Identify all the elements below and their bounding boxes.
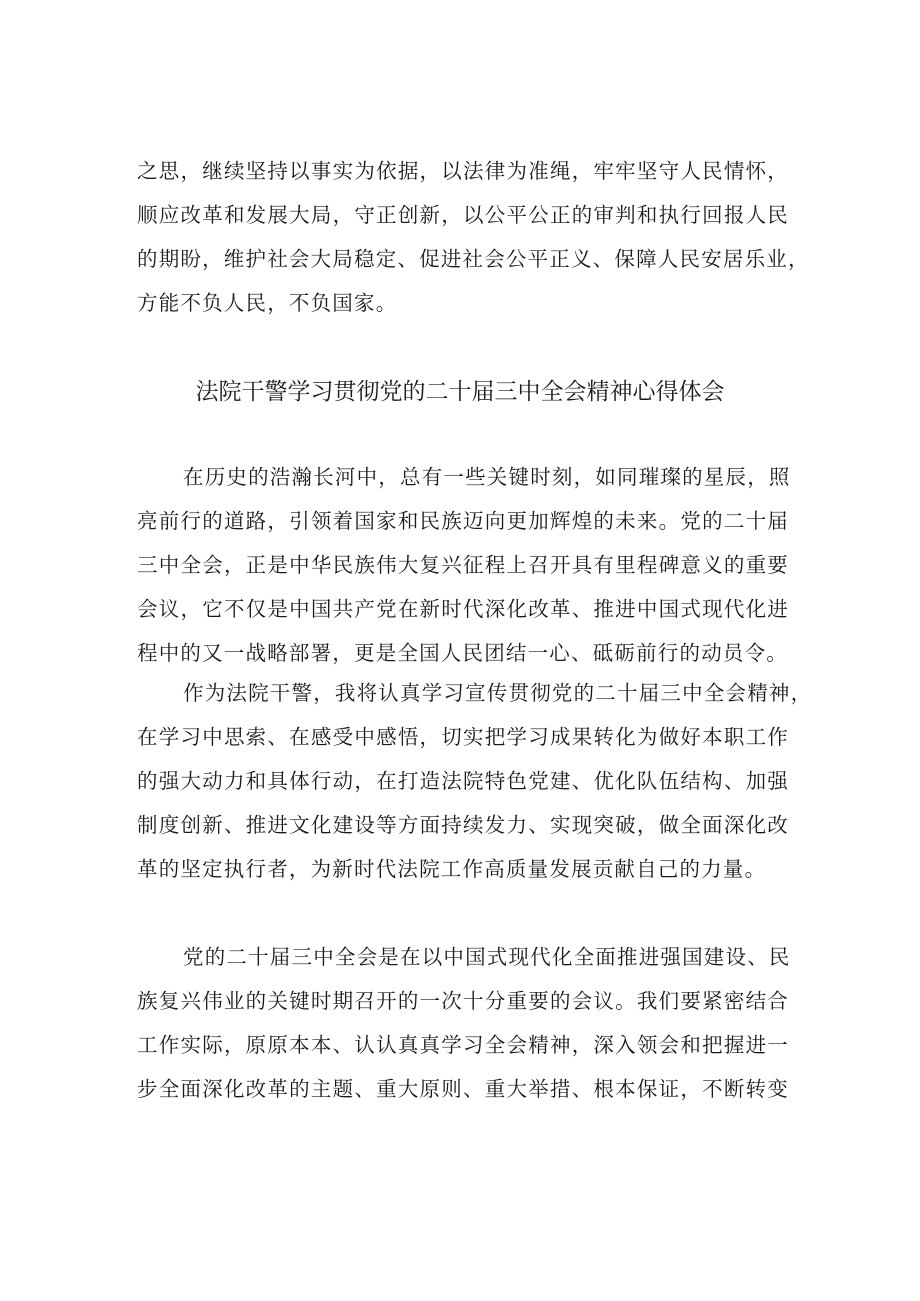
paragraph-line: 族复兴伟业的关键时期召开的一次十分重要的会议。我们要紧密结合 — [137, 989, 789, 1013]
paragraph-line: 制度创新、推进文化建设等方面持续发力、实现突破，做全面深化改 — [137, 813, 789, 837]
paragraph-1 — [137, 455, 789, 675]
paragraph-line: 在学习中思索、在感受中感悟，切实把学习成果转化为做好本职工作 — [137, 725, 789, 749]
paragraph-2 — [137, 671, 813, 891]
paragraph-line: 在历史的浩瀚长河中，总有一些关键时刻，如同璀璨的星辰，照 — [183, 465, 791, 489]
paragraph-line: 方能不负人民，不负国家。 — [137, 291, 398, 315]
paragraph-line: 会议，它不仅是中国共产党在新时代深化改革、推进中国式现代化进 — [137, 597, 789, 621]
paragraph-line: 的期盼，维护社会大局稳定、促进社会公平正义、保障人民安居乐业， — [137, 247, 810, 271]
paragraph-line: 革的坚定执行者，为新时代法院工作高质量发展贡献自己的力量。 — [137, 857, 767, 881]
paragraph-line: 工作实际，原原本本、认认真真学习全会精神，深入领会和把握进一 — [137, 1033, 789, 1057]
document-title: 法院干警学习贯彻党的二十届三中全会精神心得体会 — [195, 379, 725, 405]
paragraph-line: 亮前行的道路，引领着国家和民族迈向更加辉煌的未来。党的二十届 — [137, 509, 789, 533]
paragraph-line: 党的二十届三中全会是在以中国式现代化全面推进强国建设、民 — [183, 945, 791, 969]
paragraph-3 — [137, 935, 789, 1111]
carryover-paragraph — [137, 149, 810, 325]
paragraph-line: 程中的又一战略部署，更是全国人民团结一心、砥砺前行的动员令。 — [137, 641, 788, 665]
paragraph-line: 步全面深化改革的主题、重大原则、重大举措、根本保证，不断转变 — [137, 1077, 789, 1101]
paragraph-line: 顺应改革和发展大局，守正创新，以公平公正的审判和执行回报人民 — [137, 203, 789, 227]
paragraph-line: 的强大动力和具体行动，在打造法院特色党建、优化队伍结构、加强 — [137, 769, 789, 793]
paragraph-line: 三中全会，正是中华民族伟大复兴征程上召开具有里程碑意义的重要 — [137, 553, 789, 577]
paragraph-line: 作为法院干警，我将认真学习宣传贯彻党的二十届三中全会精神， — [183, 681, 813, 705]
paragraph-line: 之思，继续坚持以事实为依据，以法律为准绳，牢牢坚守人民情怀， — [137, 159, 789, 183]
